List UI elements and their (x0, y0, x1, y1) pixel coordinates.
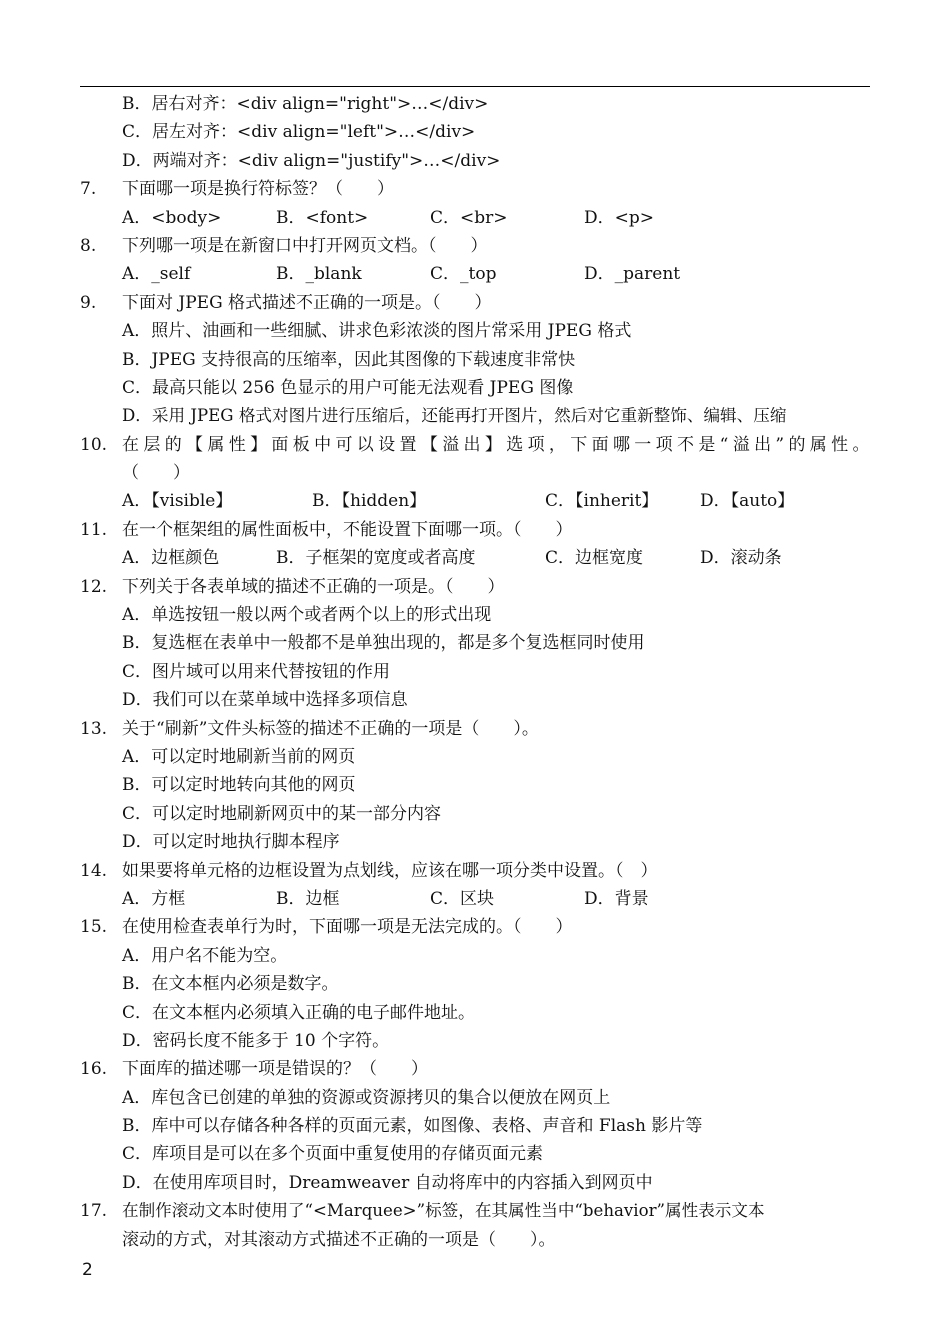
option-a: A．边框颜色 (122, 548, 220, 569)
question-number: 10. (80, 434, 108, 455)
question-14 (80, 857, 870, 885)
option-c: C．_top (430, 264, 497, 285)
question-stem: 如果要将单元格的边框设置为点划线，应该在哪一项分类中设置。（ ） (122, 860, 658, 881)
question-number: 12. (80, 576, 108, 597)
question-stem: 关于“刷新”文件头标签的描述不正确的一项是（ ）。 (122, 718, 539, 739)
option-b: B．子框架的宽度或者高度 (276, 548, 476, 569)
inline-options (80, 544, 870, 572)
question-13 (80, 715, 870, 743)
question-8 (80, 232, 870, 260)
question-number: 11. (80, 519, 108, 540)
question-number: 8. (80, 235, 97, 256)
option-line: D．采用 JPEG 格式对图片进行压缩后，还能再打开图片，然后对它重新整饰、编辑、压缩 (122, 406, 787, 426)
option-line: D．两端对齐：<div align="justify">…</div> (122, 150, 501, 171)
inline-options (80, 885, 870, 913)
question-stem: 在制作滚动文本时使用了“<Marquee>”标签，在其属性当中“behavior”属性表示文本 (122, 1201, 765, 1221)
document-body (80, 90, 870, 1254)
option-d: D．【auto】 (700, 491, 795, 512)
option-line: C．最高只能以 256 色显示的用户可能无法观看 JPEG 图像 (122, 377, 574, 398)
question-stem: 下列关于各表单域的描述不正确的一项是。（ ） (122, 576, 505, 597)
question-number: 13. (80, 718, 108, 739)
option-c: C．<br> (430, 207, 508, 228)
question-11 (80, 516, 870, 544)
option-line: A．可以定时地刷新当前的网页 (122, 746, 356, 767)
option-c: C．【inherit】 (545, 491, 659, 512)
question-stem: 下面对 JPEG 格式描述不正确的一项是。（ ） (122, 292, 492, 313)
question-15 (80, 913, 870, 941)
option-b: B．_blank (276, 264, 362, 285)
header-rule (80, 86, 870, 87)
question-stem: 在层的【属性】面板中可以设置【溢出】选项，下面哪一项不是“溢出”的属性。 (122, 434, 870, 455)
option-line: A．单选按钮一般以两个或者两个以上的形式出现 (122, 605, 492, 626)
question-number: 16. (80, 1059, 108, 1080)
option-a: A．方框 (122, 888, 186, 909)
question-stem: 下列哪一项是在新窗口中打开网页文档。（ ） (122, 235, 488, 256)
inline-options (80, 487, 870, 515)
inline-options (80, 260, 870, 288)
question-stem-continued: （ ） (122, 463, 190, 484)
option-b: B．边框 (276, 888, 340, 909)
option-d: D．<p> (584, 207, 655, 228)
option-line: A．照片、油画和一些细腻、讲求色彩浓淡的图片常采用 JPEG 格式 (122, 321, 632, 342)
question-7 (80, 175, 870, 203)
option-line: C．库项目是可以在多个页面中重复使用的存储页面元素 (122, 1144, 544, 1165)
question-number: 15. (80, 917, 108, 938)
option-line: B．JPEG 支持很高的压缩率，因此其图像的下载速度非常快 (122, 349, 576, 370)
question-17 (80, 1197, 870, 1225)
option-d: D．_parent (584, 264, 681, 285)
option-line: C．居左对齐：<div align="left">…</div> (122, 122, 476, 143)
option-line: D．密码长度不能多于 10 个字符。 (122, 1030, 390, 1051)
question-stem: 在使用检查表单行为时，下面哪一项是无法完成的。（ ） (122, 917, 573, 938)
option-a: A．_self (122, 264, 191, 285)
question-number: 7. (80, 179, 97, 200)
option-a: A．<body> (122, 207, 222, 228)
option-line: A．库包含已创建的单独的资源或资源拷贝的集合以便放在网页上 (122, 1087, 611, 1108)
question-16 (80, 1055, 870, 1083)
question-number: 14. (80, 860, 108, 881)
option-line: D．我们可以在菜单域中选择多项信息 (122, 690, 408, 711)
option-d: D．滚动条 (700, 548, 782, 569)
option-b: B．<font> (276, 207, 369, 228)
question-number: 9. (80, 292, 97, 313)
option-line: B．复选框在表单中一般都不是单独出现的，都是多个复选框同时使用 (122, 633, 645, 654)
option-line: A．用户名不能为空。 (122, 945, 288, 966)
question-9 (80, 289, 870, 317)
question-stem: 下面哪一项是换行符标签？（ ） (122, 179, 394, 200)
question-number: 17. (80, 1201, 108, 1222)
option-a: A．【visible】 (122, 491, 233, 512)
inline-options (80, 204, 870, 232)
option-line: C．图片域可以用来代替按钮的作用 (122, 661, 391, 682)
option-line: D．可以定时地执行脚本程序 (122, 832, 340, 853)
option-c: C．边框宽度 (545, 548, 644, 569)
question-stem-continued: 滚动的方式，对其滚动方式描述不正确的一项是（ ）。 (122, 1229, 556, 1250)
option-line: B．库中可以存储各种各样的页面元素，如图像、表格、声音和 Flash 影片等 (122, 1116, 703, 1137)
option-line: C．可以定时地刷新网页中的某一部分内容 (122, 803, 442, 824)
option-line: B．在文本框内必须是数字。 (122, 974, 339, 995)
page-number: 2 (82, 1260, 93, 1280)
option-line: B．可以定时地转向其他的网页 (122, 775, 356, 796)
option-b: B．【hidden】 (312, 491, 427, 512)
question-12 (80, 573, 870, 601)
option-line: B．居右对齐：<div align="right">…</div> (122, 94, 489, 114)
option-d: D．背景 (584, 888, 649, 909)
option-line: C．在文本框内必须填入正确的电子邮件地址。 (122, 1002, 476, 1023)
question-stem: 在一个框架组的属性面板中，不能设置下面哪一项。（ ） (122, 519, 573, 540)
question-10 (80, 431, 870, 459)
option-line: D．在使用库项目时，Dreamweaver 自动将库中的内容插入到网页中 (122, 1172, 653, 1193)
option-c: C．区块 (430, 888, 495, 909)
question-stem: 下面库的描述哪一项是错误的？（ ） (122, 1059, 428, 1080)
